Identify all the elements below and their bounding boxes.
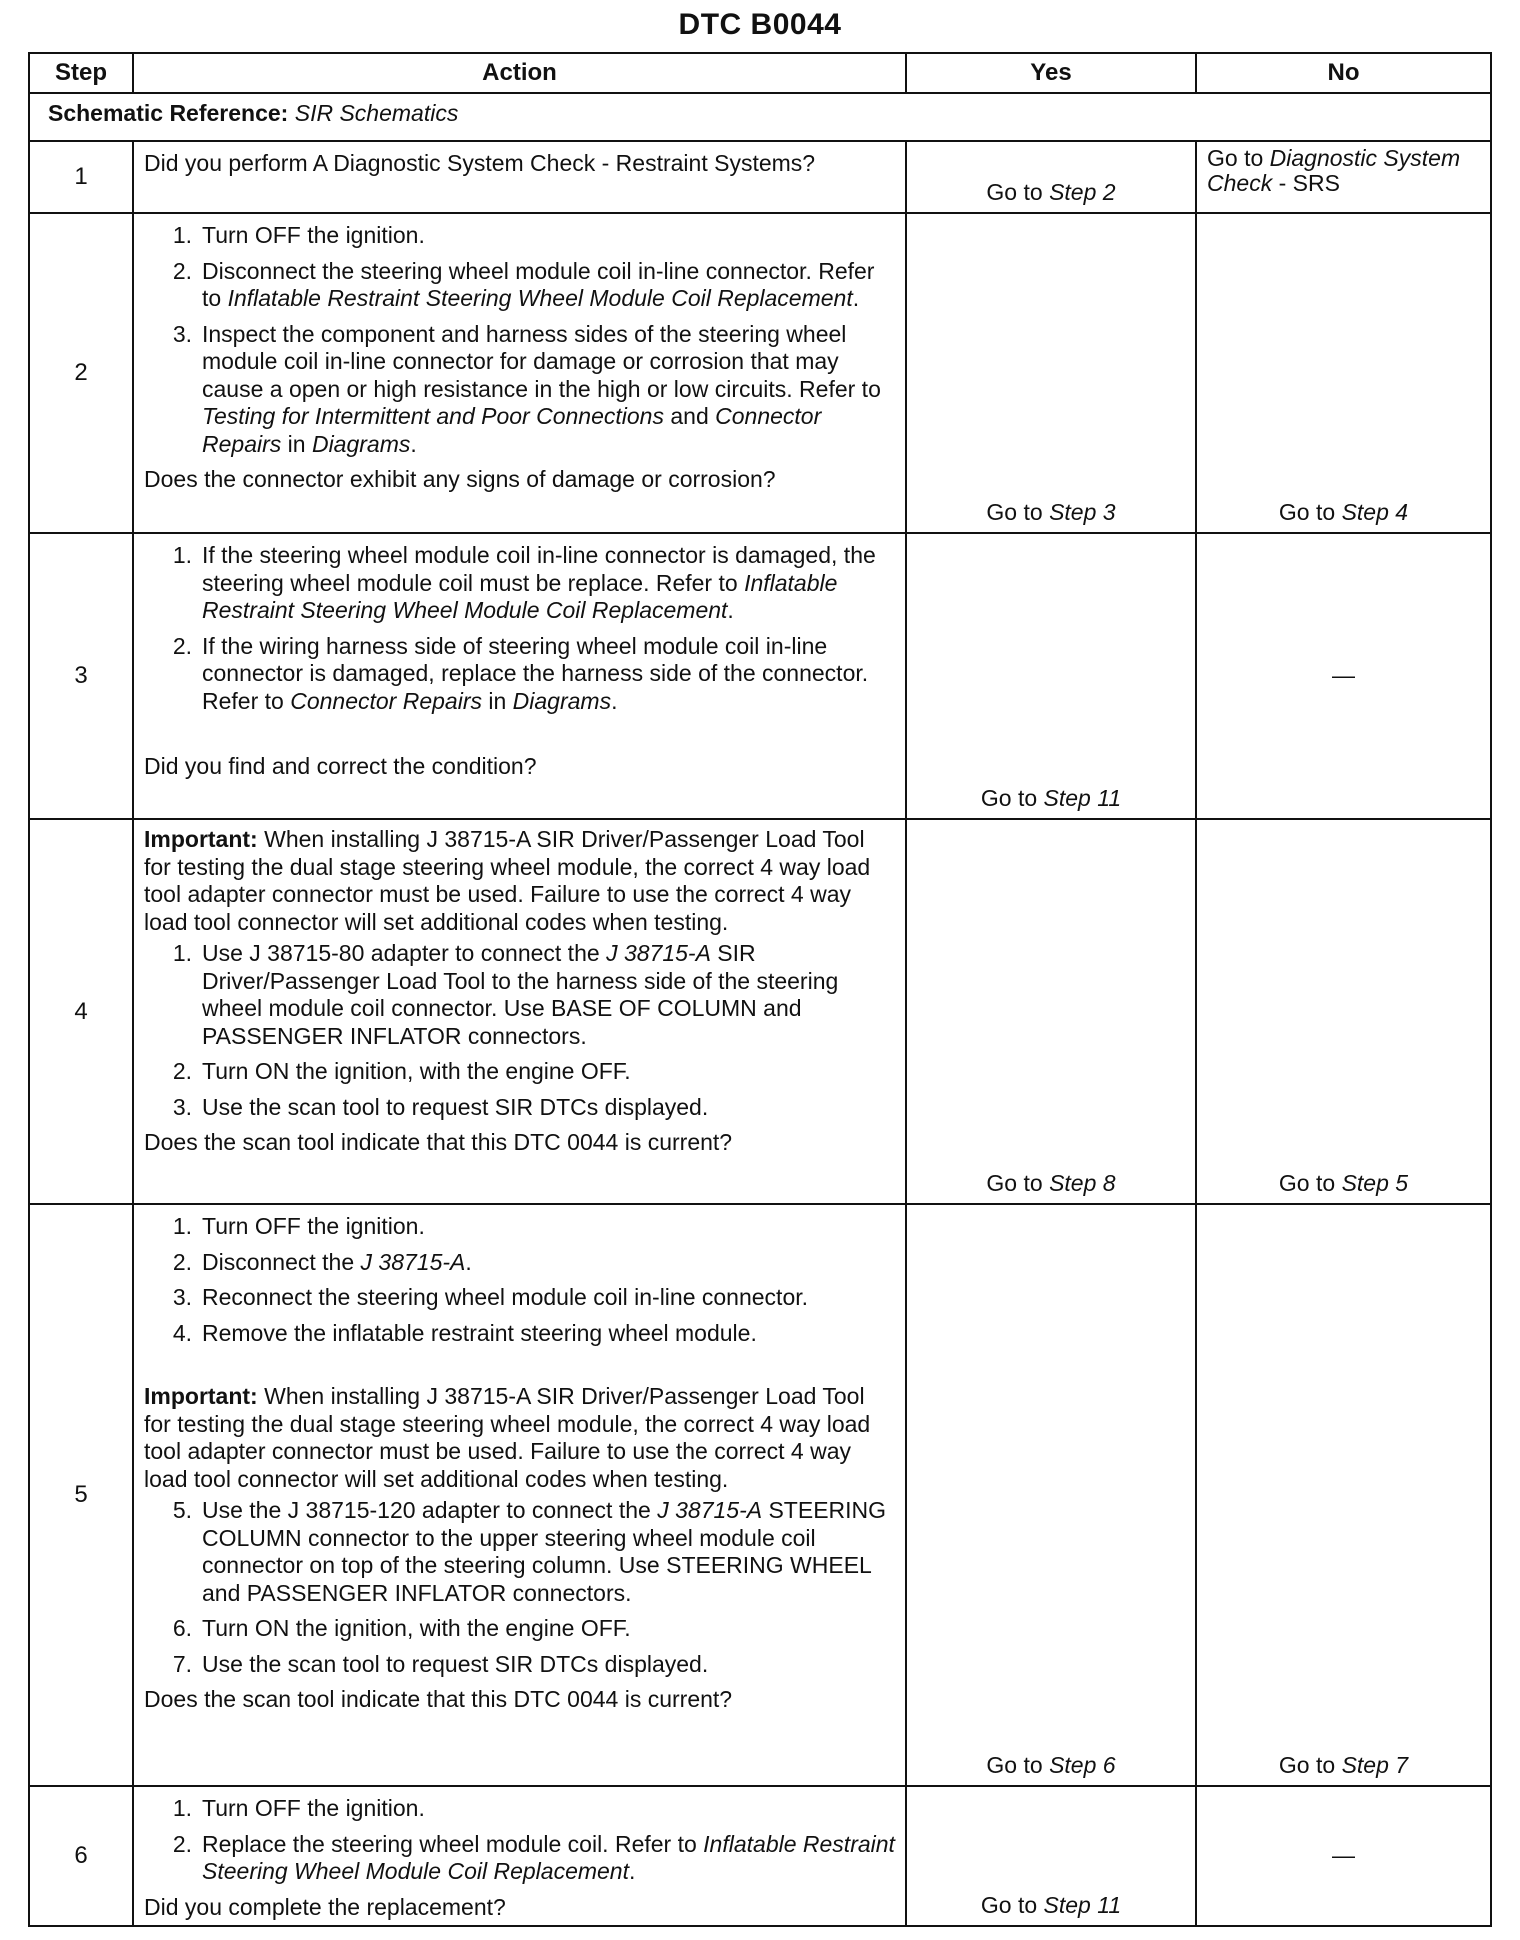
list-item: 2. Disconnect the steering wheel module coil in-line connector. Refer to Inflatable Restraint Steering Wheel Module Coil Replacement. [172,257,875,311]
step-number: 3 [29,533,133,819]
question: Does the scan tool indicate that this DTC 0044 is current? [144,1686,733,1712]
no-cell: Go to Step 5 [1196,819,1491,1204]
step-link[interactable]: Step 3 [1049,498,1116,525]
step-number: 6 [29,1786,133,1926]
list-item: 3. Inspect the component and harness sides of the steering wheel module coil in-line connector for damage or corrosion that may cause a open or high resistance in the high or low circuits. Refer to Testing for Intermittent and Poor Connections and Connector Repairs in Diagrams. [172,320,881,457]
action-cell [133,533,906,819]
step-number: 2 [29,213,133,533]
action-list [144,542,895,715]
step-number: 4 [29,819,133,1204]
action-list [144,1795,895,1886]
list-item: 3. Use the scan tool to request SIR DTCs displayed. [172,1093,709,1120]
reference-link[interactable]: Diagrams [311,430,411,457]
question: Does the scan tool indicate that this DTC 0044 is current? [144,1129,733,1155]
question: Does the connector exhibit any signs of damage or corrosion? [144,466,776,492]
reference-link[interactable]: Inflatable Restraint Steering Wheel Module Coil Replacement [202,1830,895,1884]
header-no: No [1196,53,1491,93]
yes-cell: Go to Step 6 [906,1204,1196,1786]
schematic-label: Schematic Reference: [48,100,289,126]
list-item: 1. If the steering wheel module coil in-line connector is damaged, the steering wheel module coil must be replace. Refer to Inflatable Restraint Steering Wheel Module Coil Replacement. [172,542,876,623]
yes-cell: Go to Step 11 [906,1786,1196,1926]
header-row [29,53,1491,93]
table-row [29,141,1491,213]
action-list [144,222,895,458]
header-yes: Yes [906,53,1196,93]
diagnostic-link[interactable]: Diagnostic System Check [1207,145,1461,196]
step-link[interactable]: Step 11 [1043,1891,1122,1918]
schematic-reference [29,93,1491,141]
reference-link[interactable]: Testing for Intermittent and Poor Connections [202,403,664,429]
yes-cell: Go to Step 2 [906,141,1196,213]
table-row [29,819,1491,1204]
yes-cell: Go to Step 8 [906,819,1196,1204]
action-cell [133,141,906,213]
list-item: 2. Replace the steering wheel module coil. Refer to Inflatable Restraint Steering Wheel Module Coil Replacement. [172,1830,895,1884]
action-list [144,1497,895,1678]
step-number: 5 [29,1204,133,1786]
important-note: Important: When installing J 38715-A SIR Driver/Passenger Load Tool for testing the dual stage steering wheel module, the correct 4 way load tool adapter connector must be used. Failure to use the correct 4 way load tool connector will set additional codes when testing. [144,826,871,935]
step-link[interactable]: Step 6 [1049,1751,1116,1778]
action-cell [133,1786,906,1926]
no-cell: Go to Diagnostic System Check - SRS [1196,141,1491,213]
reference-link[interactable]: Connector Repairs [290,687,482,714]
list-item: 1. Turn OFF the ignition. [172,1795,425,1821]
yes-cell: Go to Step 11 [906,533,1196,819]
tool-link[interactable]: J 38715-A [360,1248,466,1275]
action-cell [133,819,906,1204]
header-step: Step [29,53,133,93]
page-title: DTC B0044 [678,8,842,41]
step-link[interactable]: Step 2 [1049,178,1116,205]
step-link[interactable]: Step 11 [1043,784,1122,811]
list-item: 2. Turn ON the ignition, with the engine OFF. [172,1058,631,1084]
table-row [29,213,1491,533]
schematic-link[interactable]: SIR Schematics [294,100,459,126]
list-item: 1. Use J 38715-80 adapter to connect the J 38715-A SIR Driver/Passenger Load Tool to the harness side of the steering wheel module coil connector. Use BASE OF COLUMN and PASSENGER INFLATOR connectors. [172,940,839,1049]
list-item: 6. Turn ON the ignition, with the engine OFF. [172,1615,631,1641]
no-cell: — [1196,533,1491,819]
action-list [144,1213,895,1347]
tool-link[interactable]: J 38715-A [606,940,711,966]
table-row [29,533,1491,819]
table-row [29,1786,1491,1926]
step-link[interactable]: Step 7 [1341,1751,1409,1778]
tool-link[interactable]: J 38715-A [657,1497,763,1523]
list-item: 5. Use the J 38715-120 adapter to connect the J 38715-A STEERING COLUMN connector to the upper steering wheel module coil connector on top of the steering column. Use STEERING WHEEL and PASSENGER INFLATOR connectors. [172,1497,887,1606]
reference-link[interactable]: Diagrams [512,687,612,714]
no-cell: Go to Step 4 [1196,213,1491,533]
action-list [144,940,895,1121]
header-action: Action [133,53,906,93]
list-item: 7. Use the scan tool to request SIR DTCs displayed. [172,1650,709,1677]
question: Did you complete the replacement? [144,1893,506,1920]
list-item: 3. Reconnect the steering wheel module coil in-line connector. [172,1284,809,1310]
no-cell: Go to Step 7 [1196,1204,1491,1786]
reference-link[interactable]: Connector Repairs [202,403,822,457]
step-link[interactable]: Step 4 [1341,498,1409,525]
list-item: 1. Turn OFF the ignition. [172,1213,425,1239]
step-number: 1 [29,141,133,213]
list-item: 1. Turn OFF the ignition. [172,222,425,248]
step-link[interactable]: Step 5 [1341,1169,1409,1196]
action-cell [133,1204,906,1786]
action-cell [133,213,906,533]
list-item: 4. Remove the inflatable restraint steering wheel module. [172,1319,757,1346]
yes-cell: Go to Step 3 [906,213,1196,533]
list-item: 2. Disconnect the J 38715-A. [172,1248,472,1275]
step-link[interactable]: Step 8 [1049,1169,1116,1196]
diagnostic-table [28,52,1492,1927]
list-item: 2. If the wiring harness side of steering wheel module coil in-line connector is damaged, replace the harness side of the connector. Refer to Connector Repairs in Diagrams. [172,632,869,714]
table-row [29,1204,1491,1786]
reference-link[interactable]: Inflatable Restraint Steering Wheel Module Coil Replacement [202,569,838,623]
question: Did you find and correct the condition? [144,753,537,779]
important-note: Important: When installing J 38715-A SIR Driver/Passenger Load Tool for testing the dual stage steering wheel module, the correct 4 way load tool adapter connector must be used. Failure to use the correct 4 way load tool connector will set additional codes when testing. [144,1383,871,1492]
reference-link[interactable]: Inflatable Restraint Steering Wheel Module Coil Replacement [227,285,853,311]
no-cell: — [1196,1786,1491,1926]
schematic-row [29,93,1491,141]
question: Did you perform A Diagnostic System Check - Restraint Systems? [144,150,816,176]
